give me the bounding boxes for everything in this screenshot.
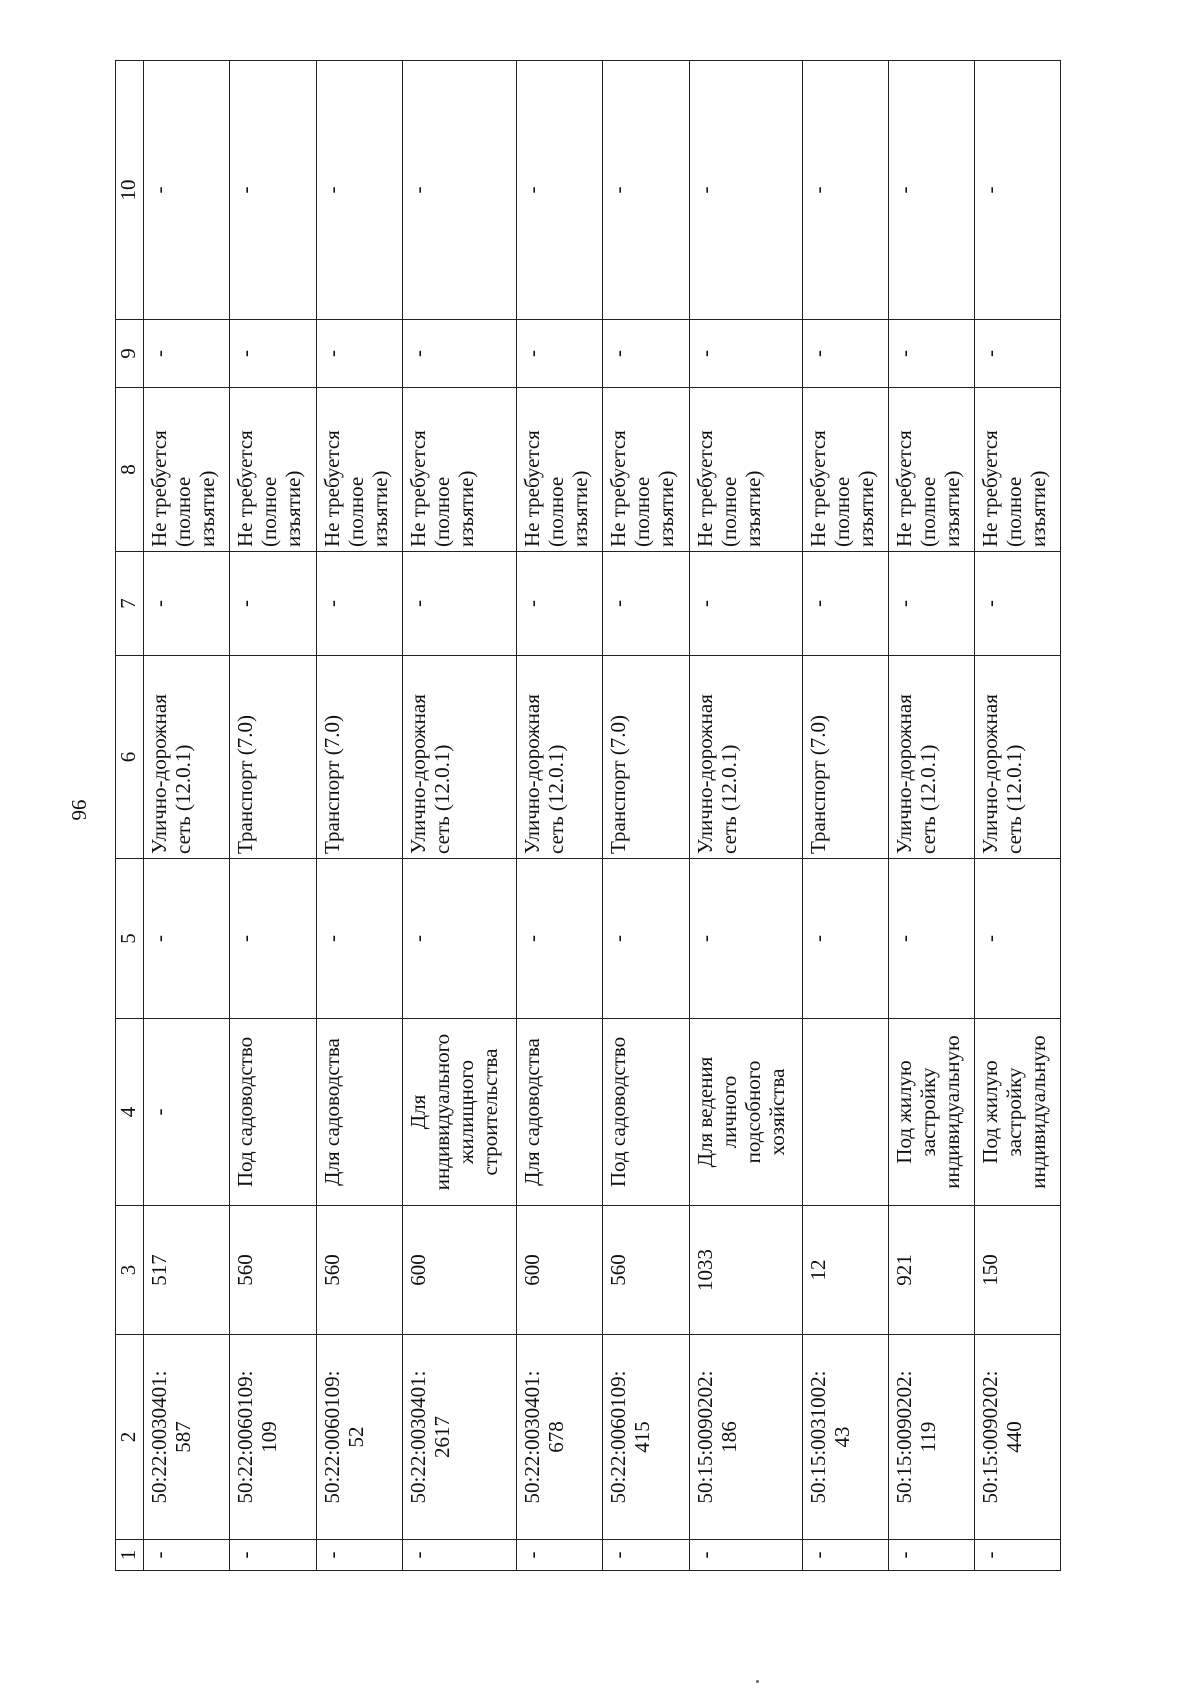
row-marker-cell: - <box>689 1540 802 1571</box>
column-number-cell: 2 <box>116 1335 144 1540</box>
reserved-cell: - <box>144 552 230 656</box>
land-plots-table <box>115 60 1061 1571</box>
permitted-use-cell <box>802 1019 888 1206</box>
remainder-cell: Не требуется (полное изъятие) <box>144 388 230 552</box>
category-cell: - <box>317 859 403 1019</box>
remainder-cell: Не требуется (полное изъятие) <box>802 388 888 552</box>
table-row <box>689 61 802 1571</box>
col9-cell: - <box>602 320 689 388</box>
area-cell: 560 <box>230 1206 317 1335</box>
category-cell: - <box>403 859 516 1019</box>
row-marker-cell: - <box>602 1540 689 1571</box>
row-marker-cell: - <box>802 1540 888 1571</box>
category-cell: - <box>888 859 974 1019</box>
col10-cell: - <box>689 61 802 320</box>
row-marker-cell: - <box>317 1540 403 1571</box>
row-marker-cell: - <box>144 1540 230 1571</box>
reserved-cell: - <box>602 552 689 656</box>
remainder-cell: Не требуется (полное изъятие) <box>230 388 317 552</box>
remainder-cell: Не требуется (полное изъятие) <box>403 388 516 552</box>
reserved-cell: - <box>317 552 403 656</box>
permitted-use-cell: Под садоводство <box>602 1019 689 1206</box>
row-marker-cell: - <box>888 1540 974 1571</box>
planned-use-cell: Улично-дорожная сеть (12.0.1) <box>888 656 974 859</box>
area-cell: 560 <box>602 1206 689 1335</box>
remainder-cell: Не требуется (полное изъятие) <box>689 388 802 552</box>
table-row <box>602 61 689 1571</box>
col10-cell: - <box>974 61 1060 320</box>
table-row <box>516 61 602 1571</box>
page-number: 96 <box>67 799 91 821</box>
cadastral-number-cell: 50:15:0031002: 43 <box>802 1335 888 1540</box>
cadastral-number-cell: 50:22:0030401: 587 <box>144 1335 230 1540</box>
permitted-use-cell: Под жилую застройку индивидуальную <box>888 1019 974 1206</box>
cadastral-number-cell: 50:22:0030401: 678 <box>516 1335 602 1540</box>
col9-cell: - <box>802 320 888 388</box>
planned-use-cell: Транспорт (7.0) <box>602 656 689 859</box>
remainder-cell: Не требуется (полное изъятие) <box>888 388 974 552</box>
column-number-cell: 7 <box>116 552 144 656</box>
col10-cell: - <box>230 61 317 320</box>
column-number-cell: 9 <box>116 320 144 388</box>
permitted-use-cell: Под садоводство <box>230 1019 317 1206</box>
col10-cell: - <box>144 61 230 320</box>
col9-cell: - <box>888 320 974 388</box>
remainder-cell: Не требуется (полное изъятие) <box>516 388 602 552</box>
reserved-cell: - <box>888 552 974 656</box>
cadastral-number-cell: 50:15:0090202: 440 <box>974 1335 1060 1540</box>
planned-use-cell: Транспорт (7.0) <box>802 656 888 859</box>
column-number-cell: 10 <box>116 61 144 320</box>
area-cell: 1033 <box>689 1206 802 1335</box>
planned-use-cell: Улично-дорожная сеть (12.0.1) <box>974 656 1060 859</box>
cadastral-number-cell: 50:15:0090202: 186 <box>689 1335 802 1540</box>
col9-cell: - <box>974 320 1060 388</box>
area-cell: 517 <box>144 1206 230 1335</box>
col10-cell: - <box>802 61 888 320</box>
cadastral-number-cell: 50:22:0060109: 52 <box>317 1335 403 1540</box>
table-row <box>974 61 1060 1571</box>
col9-cell: - <box>689 320 802 388</box>
cadastral-number-cell: 50:22:0060109: 415 <box>602 1335 689 1540</box>
remainder-cell: Не требуется (полное изъятие) <box>602 388 689 552</box>
column-number-cell: 5 <box>116 859 144 1019</box>
scan-speck <box>756 1680 759 1683</box>
table-row <box>230 61 317 1571</box>
reserved-cell: - <box>689 552 802 656</box>
reserved-cell: - <box>802 552 888 656</box>
area-cell: 600 <box>403 1206 516 1335</box>
category-cell: - <box>974 859 1060 1019</box>
column-number-cell: 8 <box>116 388 144 552</box>
reserved-cell: - <box>403 552 516 656</box>
col9-cell: - <box>230 320 317 388</box>
area-cell: 560 <box>317 1206 403 1335</box>
row-marker-cell: - <box>516 1540 602 1571</box>
remainder-cell: Не требуется (полное изъятие) <box>974 388 1060 552</box>
category-cell: - <box>602 859 689 1019</box>
cadastral-number-cell: 50:15:0090202: 119 <box>888 1335 974 1540</box>
col10-cell: - <box>602 61 689 320</box>
column-number-cell: 1 <box>116 1540 144 1571</box>
table-row <box>144 61 230 1571</box>
table-row <box>802 61 888 1571</box>
planned-use-cell: Улично-дорожная сеть (12.0.1) <box>144 656 230 859</box>
column-number-row <box>116 61 144 1571</box>
planned-use-cell: Улично-дорожная сеть (12.0.1) <box>516 656 602 859</box>
planned-use-cell: Транспорт (7.0) <box>317 656 403 859</box>
permitted-use-cell: Для ведения личного подсобного хозяйства <box>689 1019 802 1206</box>
remainder-cell: Не требуется (полное изъятие) <box>317 388 403 552</box>
row-marker-cell: - <box>403 1540 516 1571</box>
column-number-cell: 4 <box>116 1019 144 1206</box>
category-cell: - <box>230 859 317 1019</box>
planned-use-cell: Улично-дорожная сеть (12.0.1) <box>689 656 802 859</box>
column-number-cell: 6 <box>116 656 144 859</box>
column-number-cell: 3 <box>116 1206 144 1335</box>
col9-cell: - <box>144 320 230 388</box>
category-cell: - <box>144 859 230 1019</box>
col10-cell: - <box>888 61 974 320</box>
permitted-use-cell: Для садоводства <box>317 1019 403 1206</box>
col9-cell: - <box>516 320 602 388</box>
area-cell: 600 <box>516 1206 602 1335</box>
permitted-use-cell: Под жилую застройку индивидуальную <box>974 1019 1060 1206</box>
table-row <box>403 61 516 1571</box>
col10-cell: - <box>317 61 403 320</box>
row-marker-cell: - <box>974 1540 1060 1571</box>
area-cell: 921 <box>888 1206 974 1335</box>
area-cell: 150 <box>974 1206 1060 1335</box>
cadastral-number-cell: 50:22:0030401: 2617 <box>403 1335 516 1540</box>
category-cell: - <box>516 859 602 1019</box>
col9-cell: - <box>403 320 516 388</box>
permitted-use-cell: Для индивидуального жилищного строительства <box>403 1019 516 1206</box>
reserved-cell: - <box>974 552 1060 656</box>
col10-cell: - <box>403 61 516 320</box>
reserved-cell: - <box>516 552 602 656</box>
land-plots-table-wrapper <box>115 61 1061 1571</box>
permitted-use-cell: Для садоводства <box>516 1019 602 1206</box>
area-cell: 12 <box>802 1206 888 1335</box>
planned-use-cell: Улично-дорожная сеть (12.0.1) <box>403 656 516 859</box>
category-cell: - <box>689 859 802 1019</box>
planned-use-cell: Транспорт (7.0) <box>230 656 317 859</box>
reserved-cell: - <box>230 552 317 656</box>
permitted-use-cell: - <box>144 1019 230 1206</box>
col10-cell: - <box>516 61 602 320</box>
table-row <box>888 61 974 1571</box>
table-row <box>317 61 403 1571</box>
col9-cell: - <box>317 320 403 388</box>
cadastral-number-cell: 50:22:0060109: 109 <box>230 1335 317 1540</box>
category-cell: - <box>802 859 888 1019</box>
row-marker-cell: - <box>230 1540 317 1571</box>
